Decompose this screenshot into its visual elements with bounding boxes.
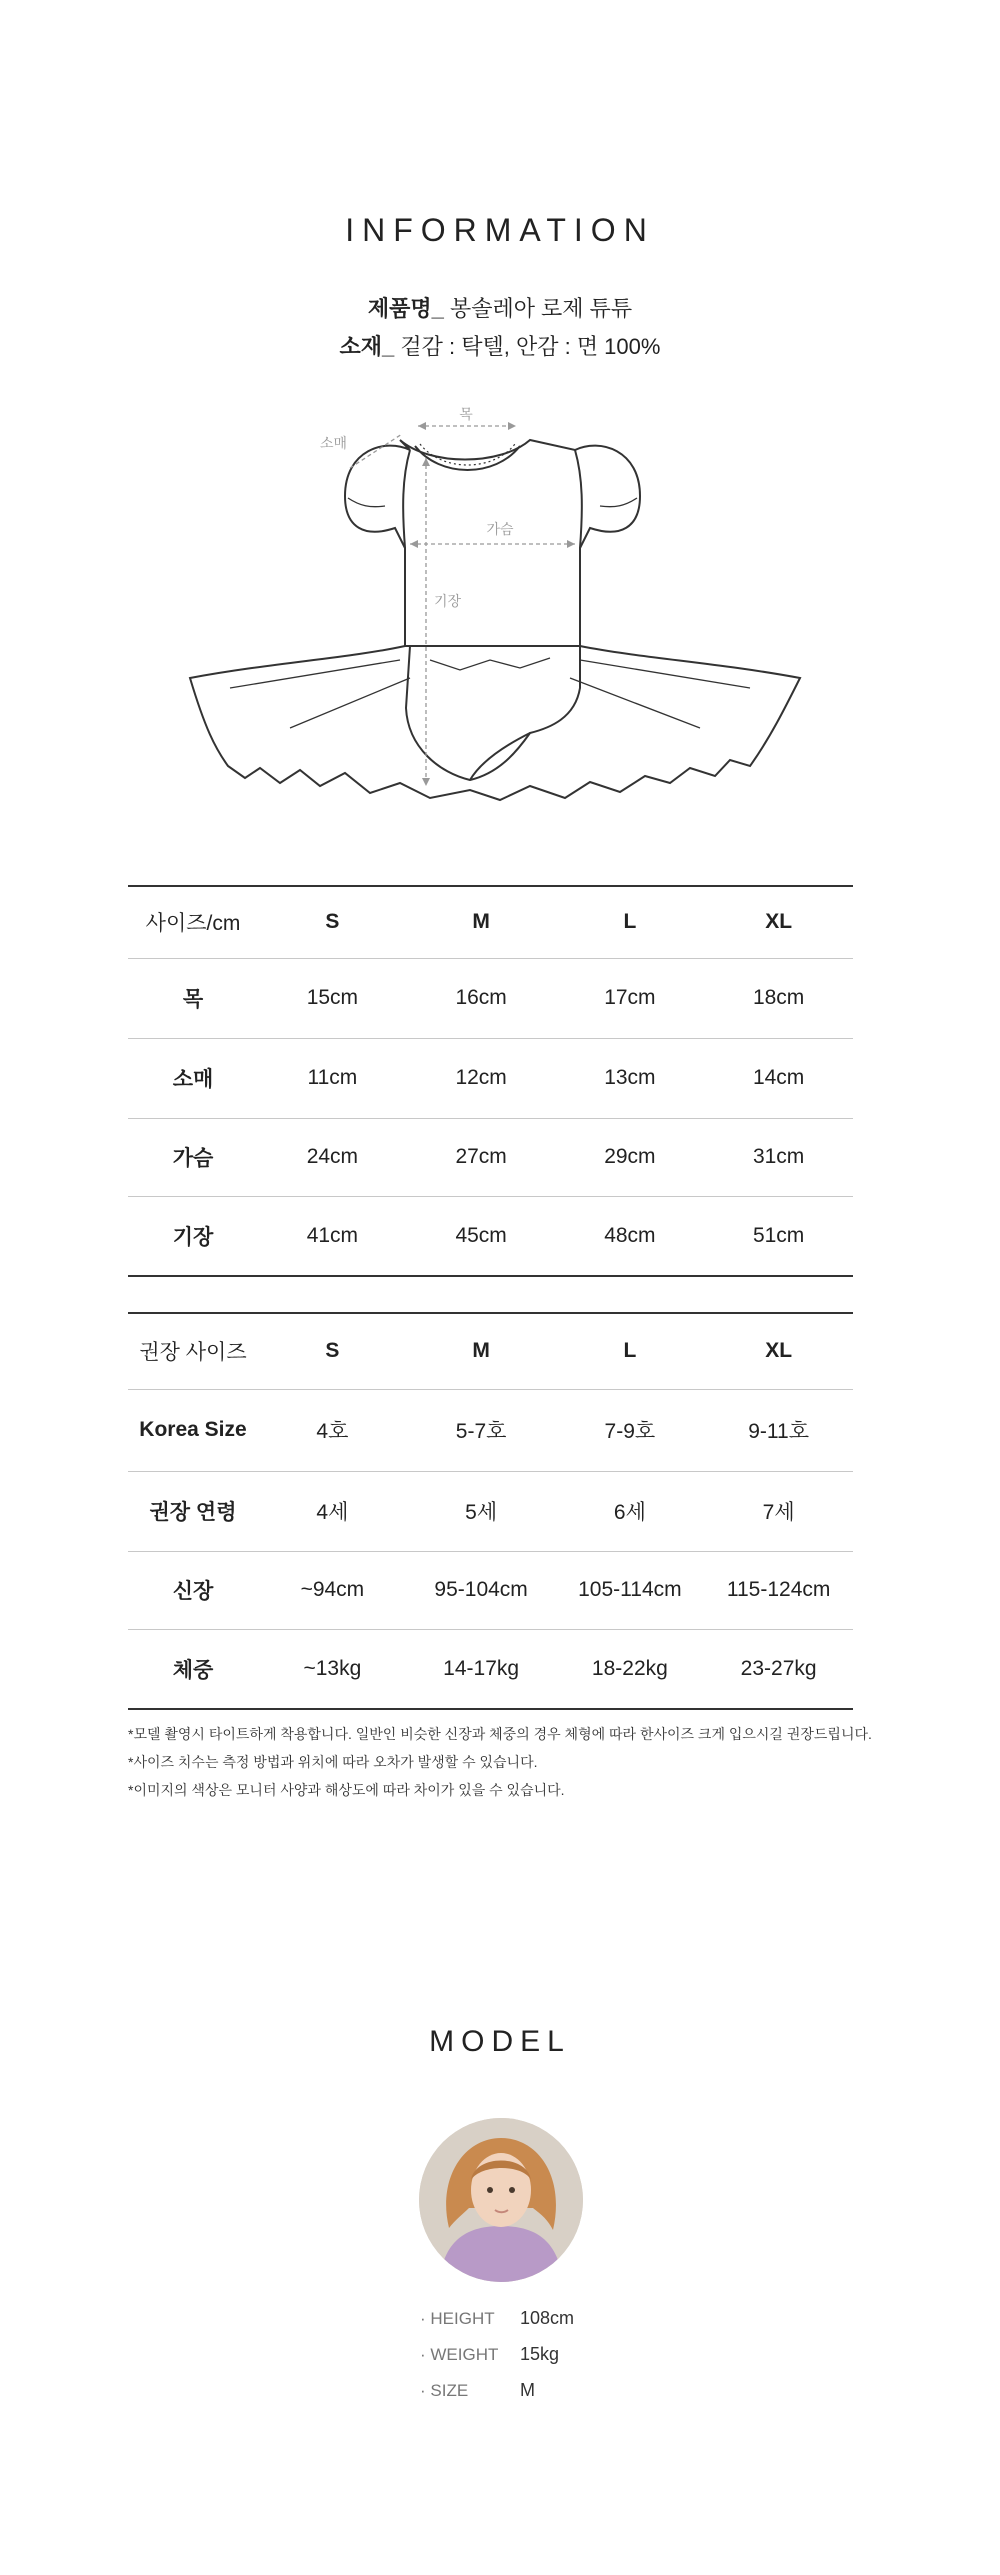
- table-cell: 5-7호: [407, 1389, 556, 1471]
- spec-weight-label: · WEIGHT: [420, 2345, 499, 2364]
- row-label: 신장: [128, 1551, 258, 1629]
- model-specs: [420, 2300, 720, 2408]
- diagram-chest-label: 가슴: [486, 522, 514, 538]
- table-cell: 31cm: [704, 1118, 853, 1196]
- table-row: [128, 958, 853, 1038]
- diagram-length-label: 기장: [434, 594, 462, 610]
- material-label: 소재_: [339, 334, 395, 359]
- table-cell: ~94cm: [258, 1551, 407, 1629]
- table-cell: 4세: [258, 1471, 407, 1551]
- table-cell: 14cm: [704, 1038, 853, 1118]
- note-line: *이미지의 색상은 모니터 사양과 해상도에 따라 차이가 있을 수 있습니다.: [128, 1782, 565, 1798]
- information-title: INFORMATION: [345, 212, 655, 248]
- material-value: 겉감 : 탁텔, 안감 : 면 100%: [400, 334, 661, 359]
- product-name-value: 봉솔레아 로제 튜튜: [449, 296, 633, 321]
- spec-height: [420, 2300, 720, 2336]
- row-label: 가슴: [128, 1118, 258, 1196]
- recommend-table-header-cell: L: [556, 1313, 705, 1389]
- size-table-header-cell: L: [556, 886, 705, 958]
- table-cell: 18-22kg: [556, 1629, 705, 1709]
- row-label: 권장 연령: [128, 1471, 258, 1551]
- recommend-table-header-cell: M: [407, 1313, 556, 1389]
- material-line: [0, 330, 1000, 361]
- table-cell: 12cm: [407, 1038, 556, 1118]
- table-cell: 51cm: [704, 1196, 853, 1276]
- row-label: 목: [128, 958, 258, 1038]
- size-table-header-cell: S: [258, 886, 407, 958]
- table-row: [128, 1389, 853, 1471]
- spec-size: [420, 2372, 720, 2408]
- recommend-table-header-cell: S: [258, 1313, 407, 1389]
- table-cell: 11cm: [258, 1038, 407, 1118]
- table-cell: 27cm: [407, 1118, 556, 1196]
- diagram-sleeve-label: 소매: [320, 436, 348, 452]
- table-cell: 6세: [556, 1471, 705, 1551]
- spec-height-label: · HEIGHT: [420, 2309, 495, 2328]
- size-table-header-cell: XL: [704, 886, 853, 958]
- table-row: [128, 1551, 853, 1629]
- diagram-neck-label: 목: [459, 407, 473, 423]
- size-table-header-cell: M: [407, 886, 556, 958]
- spec-size-label: · SIZE: [420, 2381, 469, 2400]
- size-table: [128, 885, 853, 1277]
- table-cell: 115-124cm: [704, 1551, 853, 1629]
- table-cell: ~13kg: [258, 1629, 407, 1709]
- table-cell: 18cm: [704, 958, 853, 1038]
- spec-size-value: M: [520, 2380, 535, 2400]
- table-cell: 23-27kg: [704, 1629, 853, 1709]
- table-cell: 16cm: [407, 958, 556, 1038]
- product-name-label: 제품명_: [367, 296, 444, 321]
- spec-height-value: 108cm: [520, 2308, 575, 2328]
- table-row: [128, 1118, 853, 1196]
- recommend-table-header-cell: XL: [704, 1313, 853, 1389]
- table-cell: 95-104cm: [407, 1551, 556, 1629]
- size-table-header: [128, 886, 853, 958]
- table-cell: 41cm: [258, 1196, 407, 1276]
- recommend-table: [128, 1312, 853, 1710]
- notes: [128, 1720, 888, 1804]
- model-photo-illustration: [419, 2118, 583, 2282]
- table-cell: 105-114cm: [556, 1551, 705, 1629]
- recommend-table-header: [128, 1313, 853, 1389]
- note-line: *모델 촬영시 타이트하게 착용합니다. 일반인 비슷한 신장과 체중의 경우 체형에 따라 한사이즈 크게 입으시길 권장드립니다.: [128, 1726, 872, 1742]
- note-line: *사이즈 치수는 측정 방법과 위치에 따라 오차가 발생할 수 있습니다.: [128, 1754, 538, 1770]
- table-cell: 14-17kg: [407, 1629, 556, 1709]
- table-row: [128, 1196, 853, 1276]
- table-cell: 7-9호: [556, 1389, 705, 1471]
- table-cell: 9-11호: [704, 1389, 853, 1471]
- product-name-line: [0, 292, 1000, 323]
- table-cell: 7세: [704, 1471, 853, 1551]
- recommend-table-header-cell: 권장 사이즈: [128, 1313, 258, 1389]
- table-cell: 24cm: [258, 1118, 407, 1196]
- spec-size-label-text: SIZE: [430, 2381, 469, 2400]
- row-label: 기장: [128, 1196, 258, 1276]
- table-cell: 5세: [407, 1471, 556, 1551]
- table-row: [128, 1629, 853, 1709]
- size-table-header-cell: 사이즈/cm: [128, 886, 258, 958]
- table-cell: 45cm: [407, 1196, 556, 1276]
- table-cell: 48cm: [556, 1196, 705, 1276]
- table-cell: 13cm: [556, 1038, 705, 1118]
- spec-height-label-text: HEIGHT: [430, 2309, 495, 2328]
- table-cell: 15cm: [258, 958, 407, 1038]
- table-cell: 17cm: [556, 958, 705, 1038]
- spec-weight-label-text: WEIGHT: [430, 2345, 499, 2364]
- row-label: Korea Size: [128, 1389, 258, 1471]
- model-title: MODEL: [429, 2025, 571, 2058]
- table-cell: 29cm: [556, 1118, 705, 1196]
- row-label: 소매: [128, 1038, 258, 1118]
- row-label: 체중: [128, 1629, 258, 1709]
- spec-weight-value: 15kg: [520, 2344, 560, 2364]
- table-row: [128, 1471, 853, 1551]
- garment-diagram: [170, 388, 830, 828]
- table-cell: 4호: [258, 1389, 407, 1471]
- table-row: [128, 1038, 853, 1118]
- model-photo: [419, 2118, 583, 2282]
- spec-weight: [420, 2336, 720, 2372]
